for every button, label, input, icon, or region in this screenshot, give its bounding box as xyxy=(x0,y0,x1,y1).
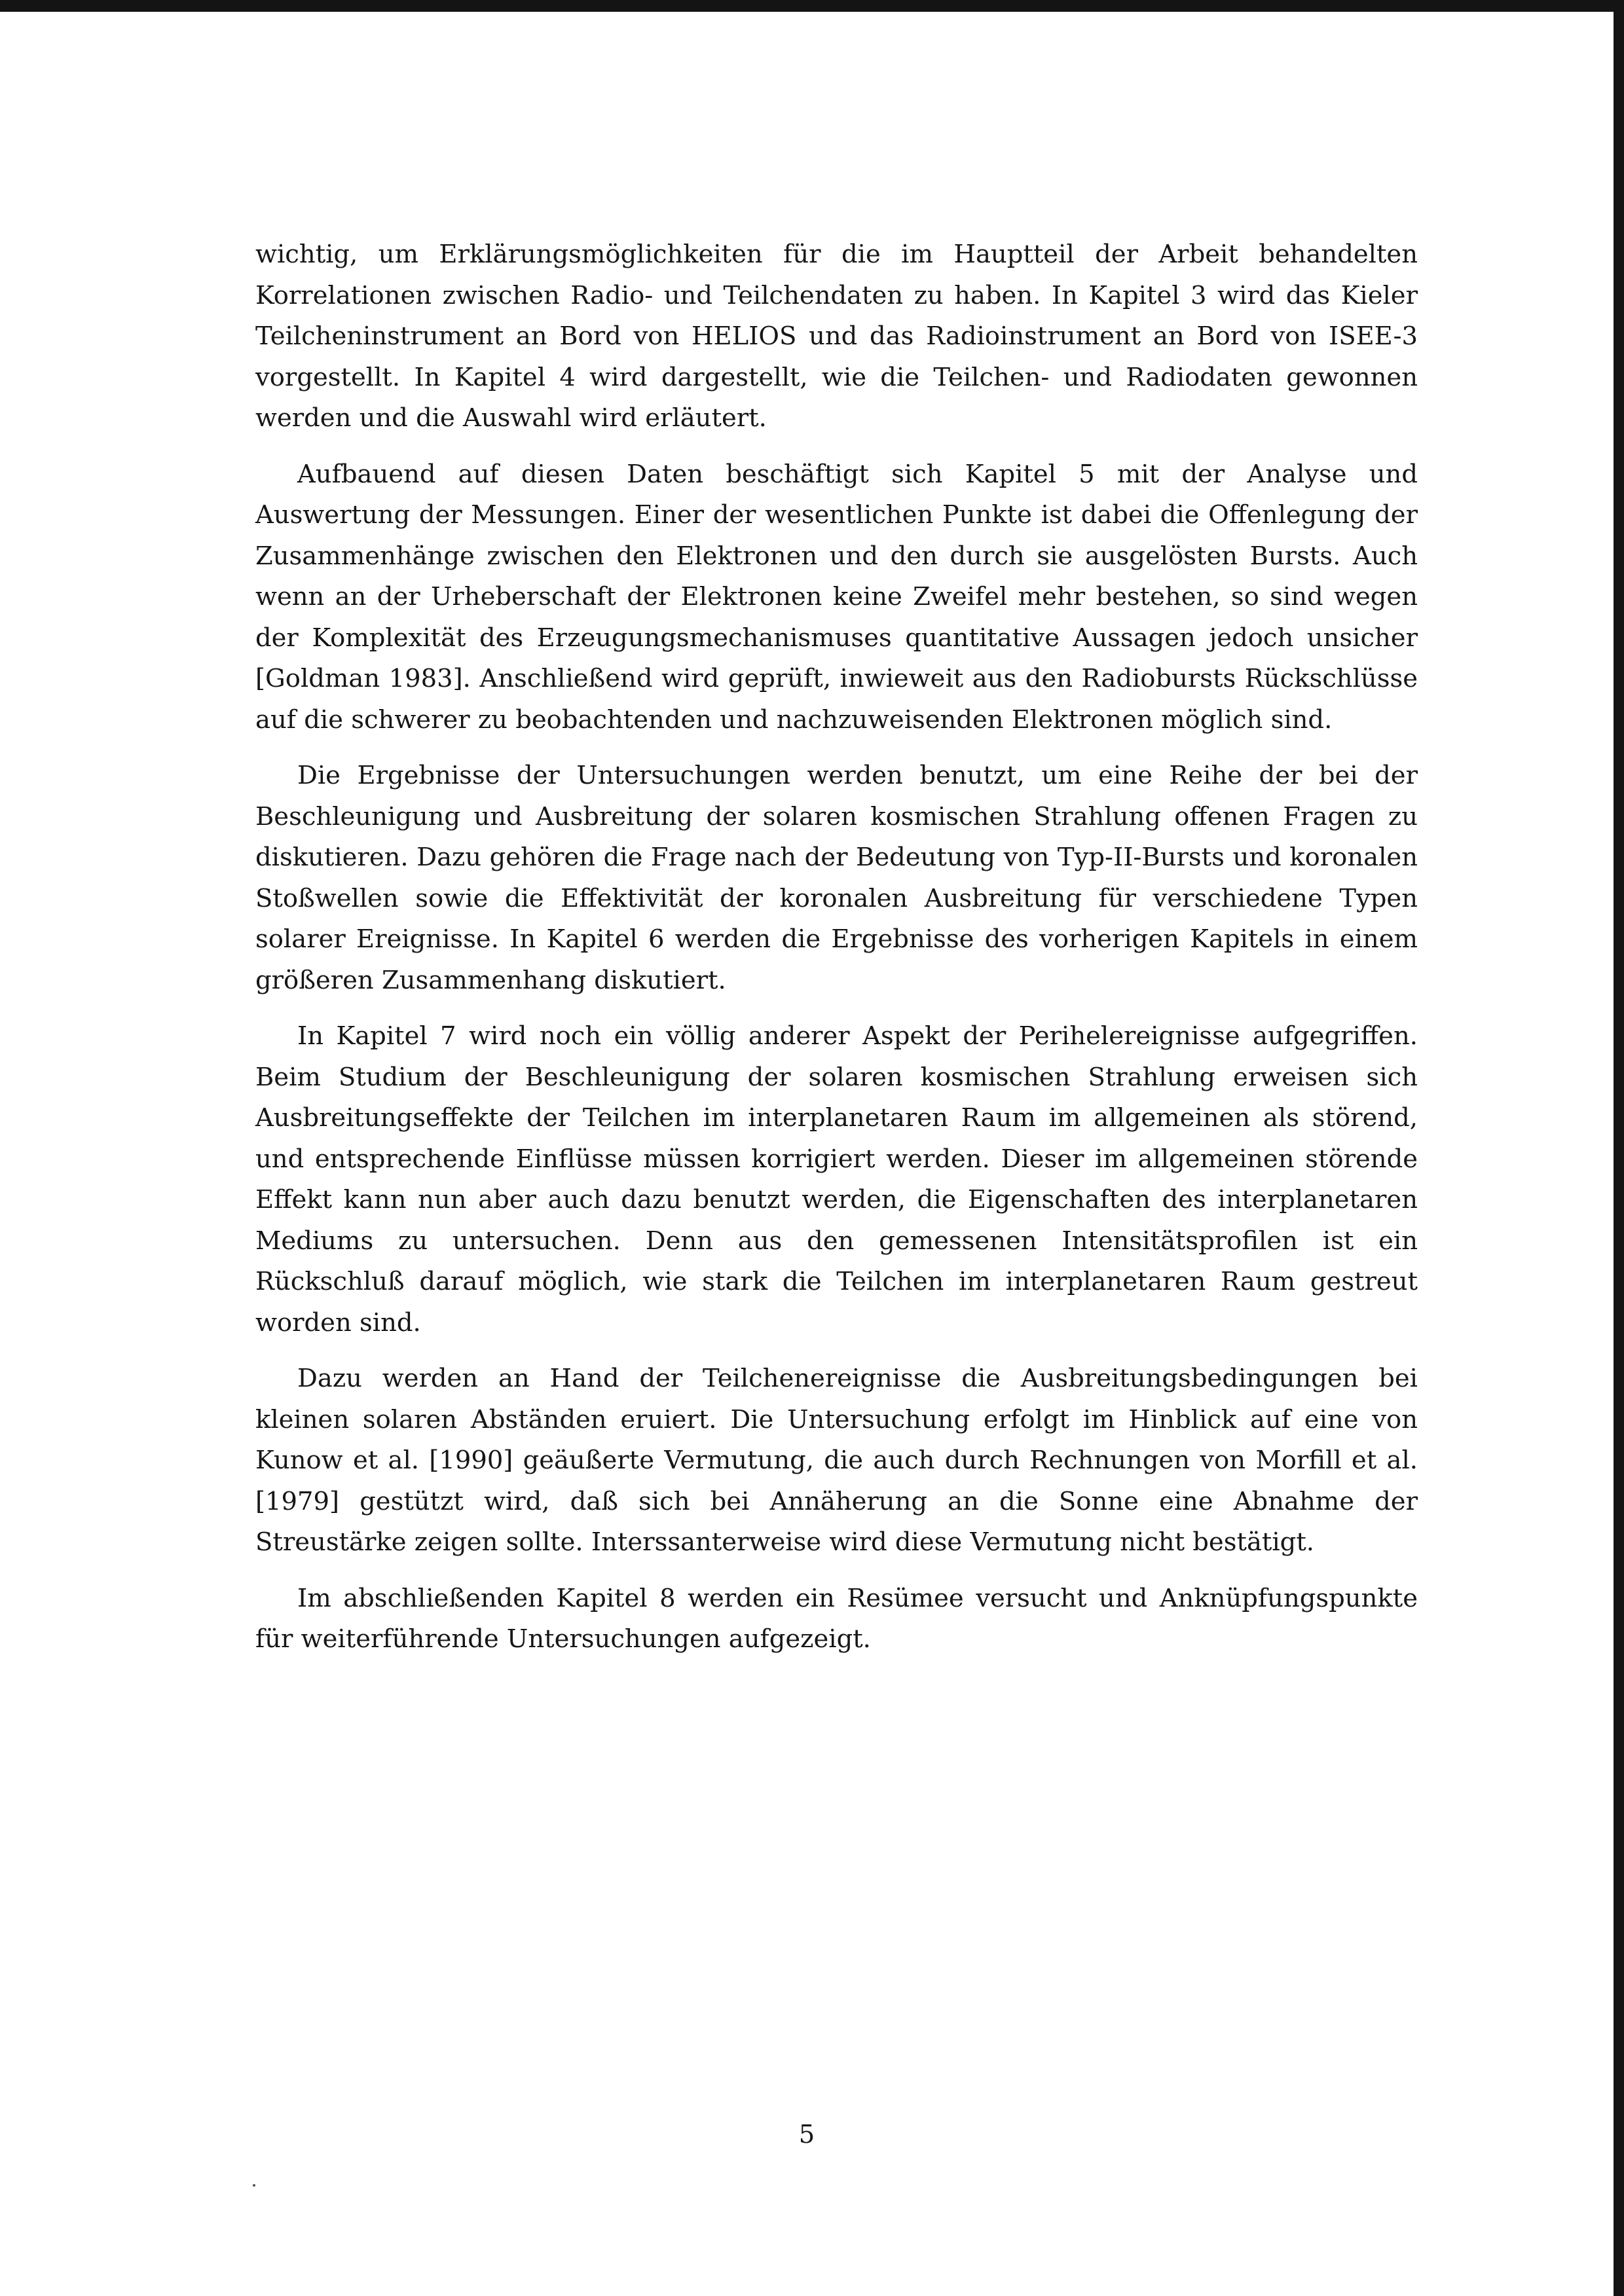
paragraph-6: Im abschließenden Kapitel 8 werden ein Resümee versucht und Anknüpfungspunkte für weiterführende Untersuchungen aufgezeigt. xyxy=(255,1583,1418,1654)
paragraph-1: wichtig, um Erklärungsmöglichkeiten für die im Hauptteil der Arbeit behandelten Korrelationen zwischen Radio- und Teilchendaten zu haben. In Kapitel 3 wird das Kieler Teilcheninstrument an Bord von HELIOS und das Radioinstrument an Bord von ISEE-3 vorgestellt. In Kapitel 4 wird dargestellt, wie die Teilchen- und Radiodaten gewonnen werden und die Auswahl wird erläutert. xyxy=(255,240,1418,433)
paragraph-3: Die Ergebnisse der Untersuchungen werden benutzt, um eine Reihe der bei der Beschleunigung und Ausbreitung der solaren kosmischen Strahlung offenen Fragen zu diskutieren. Dazu gehören die Frage nach der Bedeutung von Typ-II-Bursts und koronalen Stoßwellen sowie die Effektivität der koronalen Ausbreitung für verschiedene Typen solarer Ereignisse. In Kapitel 6 werden die Ergebnisse des vorherigen Kapitels in einem größeren Zusammenhang diskutiert. xyxy=(255,761,1418,995)
paragraph-5: Dazu werden an Hand der Teilchenereignisse die Ausbreitungsbedingungen bei kleinen solaren Abständen eruiert. Die Untersuchung erfolgt im Hinblick auf eine von Kunow et al. [1990] geäußerte Vermutung, die auch durch Rechnungen von Morfill et al. [1979] gestützt wird, daß sich bei Annäherung an die Sonne eine Abnahme der Streustärke zeigen sollte. Interssanterweise wird diese Vermutung nicht bestätigt. xyxy=(255,1364,1418,1557)
scan-speck xyxy=(253,2184,255,2187)
body-text xyxy=(255,234,1418,1675)
paper-sheet xyxy=(0,12,1614,2296)
paragraph-4: In Kapitel 7 wird noch ein völlig anderer Aspekt der Perihelereignisse aufgegriffen. Beim Studium der Beschleunigung der solaren kosmischen Strahlung erweisen sich Ausbreitungseffekte der Teilchen im interplanetaren Raum im allgemeinen als störend, und entsprechende Einflüsse müssen korrigiert werden. Dieser im allgemeinen störende Effekt kann nun aber auch dazu benutzt werden, die Eigenschaften des interplanetaren Mediums zu untersuchen. Denn aus den gemessenen Intensitätsprofilen ist ein Rückschluß darauf möglich, wie stark die Teilchen im interplanetaren Raum gestreut worden sind. xyxy=(255,1021,1418,1338)
page-number: 5 xyxy=(798,2120,815,2149)
paragraph-2: Aufbauend auf diesen Daten beschäftigt sich Kapitel 5 mit der Analyse und Auswertung der Messungen. Einer der wesentlichen Punkte ist dabei die Offenlegung der Zusammenhänge zwischen den Elektronen und den durch sie ausgelösten Bursts. Auch wenn an der Urheberschaft der Elektronen keine Zweifel mehr bestehen, so sind wegen der Komplexität des Erzeugungsmechanismuses quantitative Aussagen jedoch unsicher [Goldman 1983]. Anschließend wird geprüft, inwieweit aus den Radiobursts Rückschlüsse auf die schwerer zu beobachtenden und nachzuweisenden Elektronen möglich sind. xyxy=(255,459,1418,735)
